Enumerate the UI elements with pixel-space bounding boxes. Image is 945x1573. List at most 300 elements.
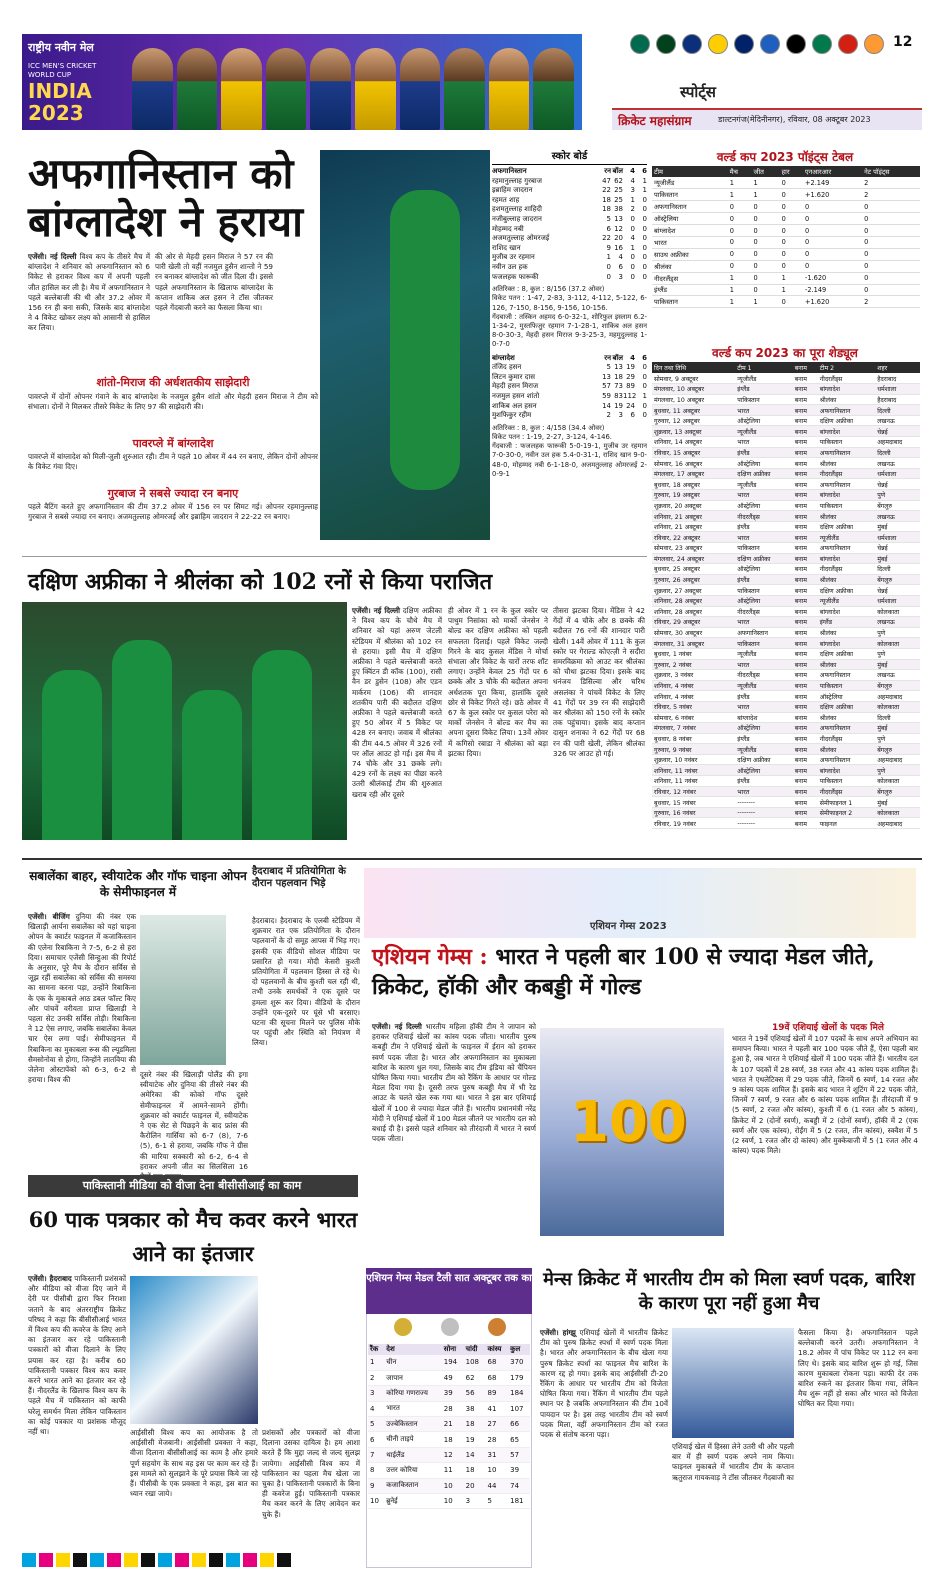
- medal-cell: 184: [508, 1386, 530, 1401]
- afg-header-cell: रन: [604, 167, 611, 175]
- schedule-cell: पाकिस्तान: [818, 500, 875, 511]
- schedule-table: [652, 362, 920, 829]
- afg-score-cell: 0: [642, 272, 647, 281]
- ban-score-cell: 112: [623, 391, 637, 400]
- tennis-player-photo: [140, 915, 226, 1065]
- points-cell: 0: [803, 201, 862, 213]
- points-row: [652, 296, 920, 308]
- afg-score-cell: 0: [630, 262, 635, 271]
- schedule-cell: बनाम: [793, 818, 818, 829]
- schedule-row: [652, 776, 920, 787]
- ban-score-cell: मेहदी हसन मिराज: [492, 382, 539, 391]
- schedule-cell: पाकिस्तान: [735, 638, 792, 649]
- afg-header-cell: 6: [642, 167, 647, 175]
- medal-cell: 6: [368, 1432, 384, 1447]
- schedule-cell: गुरुवार, 16 नवंबर: [652, 807, 735, 818]
- schedule-cell: लखनऊ: [875, 415, 920, 426]
- ban-batter-row: [492, 402, 647, 412]
- points-cell: 1: [752, 189, 780, 201]
- points-cell: 2: [862, 189, 920, 201]
- ban-header-cell: रन: [604, 353, 611, 362]
- schedule-header-cell: दिन तथा तिथि: [652, 362, 735, 373]
- medal-header-cell: कांस्य: [485, 1344, 508, 1355]
- points-cell: 0: [780, 213, 803, 225]
- medal-row: [368, 1478, 530, 1493]
- schedule-cell: बुधवार, 15 नवंबर: [652, 797, 735, 808]
- schedule-row: [652, 479, 920, 490]
- schedule-cell: शुक्रवार, 10 नवंबर: [652, 754, 735, 765]
- points-cell: +2.149: [803, 177, 862, 189]
- schedule-cell: बांग्लादेश: [818, 553, 875, 564]
- schedule-cell: अहमदाबाद: [875, 754, 920, 765]
- points-cell: 0: [728, 248, 752, 260]
- schedule-cell: दक्षिण अफ्रीका: [818, 521, 875, 532]
- medal-cell: 18: [442, 1432, 464, 1447]
- points-row: [652, 272, 920, 284]
- schedule-cell: बनाम: [793, 659, 818, 670]
- schedule-cell: बांग्लादेश: [818, 638, 875, 649]
- schedule-cell: बनाम: [793, 786, 818, 797]
- schedule-row: [652, 394, 920, 405]
- schedule-cell: नीदरलैंड्स: [735, 606, 792, 617]
- schedule-cell: नीदरलैंड्स: [818, 733, 875, 744]
- medal-cell: कजाकिस्तान: [384, 1478, 442, 1493]
- medal-cell: 39: [442, 1386, 464, 1401]
- schedule-cell: शनिवार, 11 नवंबर: [652, 776, 735, 787]
- schedule-cell: बनाम: [793, 701, 818, 712]
- points-cell: 0: [862, 225, 920, 237]
- points-row: [652, 284, 920, 296]
- schedule-cell: रविवार, 12 नवंबर: [652, 786, 735, 797]
- afg-score-cell: 18: [602, 195, 611, 204]
- pak-col2: आईसीसी विश्व कप का आयोजक है तो आईसीसी मेजबानी। आईसीसी प्रवक्ता ने कहा, वीजा दिलाना बीसीसीआई का काम है और हमारे पूर्ण सहयोग के साथ वह इस पर काम कर रहे हैं। इस मामले को सुलझाने के पूरे प्रयास किये जा रहे हैं। पीसीबी के एक प्रवक्ता ने कहा, इस बात का ध्यान रखा जाये।: [130, 1428, 258, 1499]
- medal-header-cell: कुल: [508, 1344, 530, 1355]
- points-cell: पाकिस्तान: [652, 296, 728, 308]
- color-swatch: [192, 1553, 206, 1567]
- schedule-row: [652, 797, 920, 808]
- schedule-cell: बनाम: [793, 606, 818, 617]
- medal-cell: 28: [485, 1432, 508, 1447]
- ban-score-cell: 0: [642, 363, 647, 372]
- medal-cell: 65: [508, 1432, 530, 1447]
- schedule-cell: इंग्लैंड: [818, 617, 875, 628]
- afg-score-cell: फजलहक फारूकी: [492, 272, 539, 281]
- schedule-cell: अफगानिस्तान: [818, 405, 875, 416]
- afg-score-cell: 18: [602, 205, 611, 214]
- schedule-cell: बनाम: [793, 723, 818, 734]
- schedule-cell: मुंबई: [875, 723, 920, 734]
- points-cell: अफगानिस्तान: [652, 201, 728, 213]
- afg-score-cell: 3: [618, 272, 623, 281]
- lead-headline: अफगानिस्तान को बांग्लादेश ने हराया: [28, 149, 304, 246]
- schedule-cell: --------: [735, 818, 792, 829]
- points-cell: 0: [728, 201, 752, 213]
- points-row: [652, 213, 920, 225]
- afg-score-cell: नजीबुल्लाह जादरान: [492, 214, 542, 223]
- medal-cell: 31: [485, 1447, 508, 1462]
- schedule-cell: बांग्लादेश: [818, 606, 875, 617]
- schedule-cell: न्यूजीलैंड: [735, 373, 792, 384]
- afg-batter-row: [492, 253, 647, 263]
- schedule-row: [652, 818, 920, 829]
- schedule-cell: ऑस्ट्रेलिया: [735, 595, 792, 606]
- points-cell: 0: [728, 225, 752, 237]
- tennis-headline: सबालेंका बाहर, स्वीयाटेक और गॉफ चाइना ओपन के सेमीफाइनल में: [29, 869, 247, 899]
- schedule-row: [652, 532, 920, 543]
- medal-cell: 5: [368, 1417, 384, 1432]
- bangladesh-batsman-photo: [320, 150, 490, 540]
- schedule-cell: मंगलवार, 31 अक्टूबर: [652, 638, 735, 649]
- medal-cell: 57: [508, 1447, 530, 1462]
- afg-batter-row: [492, 225, 647, 235]
- schedule-cell: श्रीलंका: [818, 627, 875, 638]
- schedule-cell: बनाम: [793, 691, 818, 702]
- points-row: [652, 177, 920, 189]
- scoreboard-title: स्कोर बोर्ड: [492, 148, 647, 165]
- schedule-cell: रविवार, 19 नवंबर: [652, 818, 735, 829]
- schedule-cell: ऑस्ट्रेलिया: [818, 691, 875, 702]
- schedule-cell: पुणे: [875, 733, 920, 744]
- points-row: [652, 189, 920, 201]
- medal-cell: 7: [368, 1447, 384, 1462]
- schedule-cell: सोमवार, 6 नवंबर: [652, 712, 735, 723]
- schedule-cell: बनाम: [793, 458, 818, 469]
- schedule-cell: दक्षिण अफ्रीका: [735, 754, 792, 765]
- schedule-cell: पुणे: [875, 765, 920, 776]
- schedule-cell: नीदरलैंड्स: [818, 564, 875, 575]
- ban-score-cell: शाकिब अल हसन: [492, 401, 537, 410]
- schedule-cell: धर्मशाला: [875, 595, 920, 606]
- schedule-cell: बनाम: [793, 754, 818, 765]
- schedule-cell: रविवार, 15 अक्टूबर: [652, 447, 735, 458]
- schedule-row: [652, 723, 920, 734]
- medal-cell: भारत: [384, 1401, 442, 1416]
- schedule-cell: श्रीलंका: [818, 511, 875, 522]
- medal-cell: 68: [485, 1370, 508, 1385]
- schedule-cell: इंग्लैंड: [735, 447, 792, 458]
- schedule-cell: नीदरलैंड्स: [818, 786, 875, 797]
- schedule-cell: भारत: [735, 437, 792, 448]
- schedule-cell: नीदरलैंड्स: [735, 670, 792, 681]
- mens-cricket-headline: मेन्स क्रिकेट में भारतीय टीम को मिला स्वर्ण पदक, बारिश के कारण पूरा नहीं हुआ मैच: [543, 1269, 915, 1314]
- schedule-cell: इंग्लैंड: [735, 691, 792, 702]
- points-cell: न्यूजीलैंड: [652, 177, 728, 189]
- schedule-cell: न्यूजीलैंड: [818, 532, 875, 543]
- points-row: [652, 248, 920, 260]
- sa-col2: ही ओवर में 1 रन के कुल स्कोर पर पाथुम निसांका को मार्को जेनसेन ने बोल्ड कर दक्षिण अफ्रीका को पहली सफलता दिलाई। पहले विकेट जल्दी गिरने के बाद कुसल मेंडिस ने मोर्चा संभाला और विकेट के चारों तरफ शॉट लगाए। उन्होंने केवल 25 गेंदों पर 6 छक्के और 3 चौके की बदौलत अपना अर्धशतक पूरा किया, हालांकि दूसरे छोर से विकेट गिरते रहे। छठे ओवर में 67 के कुल स्कोर पर कुसल परेरा को मार्को जेनसेन ने बोल्ड कर मैच का अपना दूसरा विकेट लिया। 13वें ओवर में कगिसो रबाडा ने श्रीलंका को बड़ा झटका दिया।: [448, 606, 548, 758]
- medal-cell: 179: [508, 1370, 530, 1385]
- schedule-cell: बनाम: [793, 437, 818, 448]
- schedule-cell: मंगलवार, 10 अक्टूबर: [652, 384, 735, 395]
- schedule-cell: न्यूजीलैंड: [735, 648, 792, 659]
- afg-bowling: गेंदबाजी : तस्किन अहमद 6-0-32-1, शोरिफुल इस्लाम 6.2-1-34-2, मुस्तफिजुर रहमान 7-1-28-1, शाकिब अल हसन 8-0-30-3, मेहदी हसन मिराज 9-3-25-3, महमुदुल्लाह 1-0-7-0: [492, 312, 647, 349]
- points-cell: बांग्लादेश: [652, 225, 728, 237]
- schedule-row: [652, 437, 920, 448]
- medal-cell: 89: [485, 1386, 508, 1401]
- dateline: डाल्टनगंज(मेदिनीनगर), रविवार, 08 अक्टूबर 2023: [718, 115, 871, 124]
- medal-cell: 74: [508, 1478, 530, 1493]
- schedule-cell: बनाम: [793, 564, 818, 575]
- schedule-cell: बनाम: [793, 447, 818, 458]
- afg-batter-row: [492, 234, 647, 244]
- schedule-cell: ऑस्ट्रेलिया: [735, 765, 792, 776]
- medal-row: [368, 1386, 530, 1401]
- ban-score-cell: 0: [642, 401, 647, 410]
- schedule-cell: मुंबई: [875, 521, 920, 532]
- schedule-cell: गुरुवार, 2 नवंबर: [652, 659, 735, 670]
- lead-para-5: पहले बैटिंग करते हुए अफगानिस्तान की टीम 37.2 ओवर में 156 रन पर सिमट गई। ओपनर रहमानुल्लाह गुरबाज ने सबसे ज्यादा रन बनाए। अजमतुल्लाह ओमरजई और इब्राहिम जादरान ने 22-22 रन बनाए।: [28, 502, 318, 522]
- afg-header-cell: अफगानिस्तान: [492, 167, 527, 175]
- points-cell: भारत: [652, 236, 728, 248]
- schedule-cell: कोलकाता: [875, 638, 920, 649]
- wrestling-text: हैदराबाद। हैदराबाद के एलबी स्टेडियम में शुक्रवार रात एक प्रतियोगिता के दौरान पहलवानों के दो समूह आपस में भिड़ गए। इसकी एक वीडियो सोशल मीडिया पर प्रसारित हो गया। मोदी केसरी कुश्ती प्रतियोगिता में पहलवान हिस्सा ले रहे थे। दो पहलवानों के बीच कुश्ती चल रही थी, तभी उनके समर्थकों ने एक दूसरे पर हमला शुरू कर दिया। वीडियो के दौरान उन्होंने एक-दूसरे पर घूंसे भी बरसाए। घटना की सूचना मिलने पर पुलिस मौके पर पहुंची और स्थिति को नियंत्रण में लिया।: [252, 916, 360, 1048]
- points-header-cell: टीम: [652, 166, 728, 177]
- points-cell: 0: [803, 225, 862, 237]
- schedule-cell: धर्मशाला: [875, 532, 920, 543]
- medal-cell: 10: [485, 1463, 508, 1478]
- ban-score-cell: 0: [642, 372, 647, 381]
- schedule-cell: मंगलवार, 17 अक्टूबर: [652, 468, 735, 479]
- points-cell: 0: [862, 272, 920, 284]
- medal-row: [368, 1355, 530, 1370]
- schedule-cell: सेमीफाइनल 2: [818, 807, 875, 818]
- schedule-cell: भारत: [735, 786, 792, 797]
- schedule-cell: लखनऊ: [875, 458, 920, 469]
- points-cell: 1: [728, 296, 752, 308]
- schedule-cell: श्रीलंका: [818, 744, 875, 755]
- ban-score-cell: 0: [642, 382, 647, 391]
- schedule-header-cell: बनाम: [793, 362, 818, 373]
- medal-cell: चीन: [384, 1355, 442, 1370]
- afg-score-cell: 0: [642, 253, 647, 262]
- schedule-row: [652, 543, 920, 554]
- points-cell: साउथ अफ्रीका: [652, 248, 728, 260]
- schedule-cell: दिल्ली: [875, 447, 920, 458]
- ban-score-cell: मुशफिकुर रहीम: [492, 411, 532, 420]
- asian-games-sub-text: भारत ने 19वें एशियाई खेलों में 107 पदकों के साथ अपने अभियान का समापन किया। भारत ने पहली बार 100 पदक जीते हैं, ऐसा पहली बार हुआ है, जब भारत ने एशियाई खेलों में 100 पदक जीते हैं। भारतीय दल के 107 पदकों में 28 स्वर्ण, 38 रजत और 41 कांस्य पदक शामिल हैं। भारत ने एथलेटिक्स में 29 पदक जीते, जिनमें 6 स्वर्ण, 14 रजत और 9 कांस्य पदक शामिल हैं। इसके बाद भारत ने शूटिंग में 22 पदक जीते, जिनमें 7 स्वर्ण, 9 रजत और 6 कांस्य पदक शामिल हैं। तीरंदाजी में 9 (5 स्वर्ण, 2 रजत और कांस्य), कुश्ती में 6 (1 रजत और 5 कांस्य), क्रिकेट में 2 (दोनों स्वर्ण), कबड्डी में 2 (दोनों स्वर्ण), हॉकी में 2 (एक स्वर्ण और एक कांस्य), रोईंग में 5 (2 रजत, तीन कांस्य), स्क्वैश में 5 (2 स्वर्ण, 1 रजत और दो कांस्य) और मुक्केबाजी में 5 (1 रजत और 4 कांस्य) पदक मिले।: [732, 1034, 918, 1156]
- schedule-cell: मुंबई: [875, 553, 920, 564]
- medal-row: [368, 1432, 530, 1447]
- schedule-row: [652, 511, 920, 522]
- points-cell: +1.620: [803, 296, 862, 308]
- afg-score-cell: 62: [614, 176, 623, 185]
- afg-score-cell: हशमतुल्लाह शाहिदी: [492, 205, 542, 214]
- points-cell: 0: [862, 201, 920, 213]
- gold-medal-icon: [394, 1318, 412, 1336]
- ban-score-cell: 57: [602, 382, 611, 391]
- ban-score-cell: 5: [606, 363, 611, 372]
- medal-header-cell: देश: [384, 1344, 442, 1355]
- afg-score-cell: रहमानुल्लाह गुरबाज: [492, 176, 542, 185]
- schedule-row: [652, 585, 920, 596]
- afg-score-cell: 9: [606, 243, 611, 252]
- schedule-cell: बांग्लादेश: [818, 490, 875, 501]
- points-cell: 1: [728, 177, 752, 189]
- ban-batter-row: [492, 363, 647, 373]
- schedule-cell: दक्षिण अफ्रीका: [818, 415, 875, 426]
- schedule-cell: हैदराबाद: [875, 373, 920, 384]
- schedule-cell: श्रीलंका: [818, 394, 875, 405]
- schedule-cell: लखनऊ: [875, 511, 920, 522]
- afg-score-cell: मोहम्मद नबी: [492, 224, 524, 233]
- schedule-cell: बेंगलुरु: [875, 680, 920, 691]
- schedule-cell: अफगानिस्तान: [818, 670, 875, 681]
- points-cell: 0: [780, 201, 803, 213]
- schedule-cell: ऑस्ट्रेलिया: [735, 564, 792, 575]
- ban-score-header: [492, 354, 647, 364]
- medal-cell: 66: [508, 1417, 530, 1432]
- section-title: क्रिकेट महासंग्राम: [618, 114, 692, 128]
- schedule-cell: अहमदाबाद: [875, 818, 920, 829]
- schedule-cell: मंगलवार, 10 अक्टूबर: [652, 394, 735, 405]
- schedule-cell: चेन्नई: [875, 543, 920, 554]
- schedule-cell: कोलकाता: [875, 776, 920, 787]
- sa-headline: दक्षिण अफ्रीका ने श्रीलंका को 102 रनों से किया पराजित: [28, 569, 493, 595]
- schedule-cell: हैदराबाद: [875, 394, 920, 405]
- schedule-cell: मंगलवार, 7 नवंबर: [652, 723, 735, 734]
- medal-cell: 56: [464, 1386, 486, 1401]
- points-cell: 0: [728, 213, 752, 225]
- afg-extra: अतिरिक्त : 8, कुल : 8/156 (37.2 ओवर): [492, 285, 605, 294]
- afg-score-cell: 0: [642, 243, 647, 252]
- points-cell: 0: [862, 213, 920, 225]
- schedule-cell: चेन्नई: [875, 585, 920, 596]
- color-swatch: [107, 1553, 121, 1567]
- schedule-cell: चेन्नई: [875, 479, 920, 490]
- afg-batter-row: [492, 186, 647, 196]
- schedule-cell: दिल्ली: [875, 405, 920, 416]
- points-cell: 1: [728, 284, 752, 296]
- schedule-row: [652, 744, 920, 755]
- afg-score-cell: 20: [614, 234, 623, 243]
- points-cell: 0: [752, 260, 780, 272]
- color-swatch: [73, 1553, 87, 1567]
- schedule-cell: शनिवार, 11 नवंबर: [652, 765, 735, 776]
- medal-cell: 5: [485, 1494, 508, 1509]
- afg-batter-row: [492, 263, 647, 273]
- schedule-cell: पाकिस्तान: [818, 437, 875, 448]
- schedule-cell: --------: [735, 807, 792, 818]
- points-cell: -2.149: [803, 284, 862, 296]
- afg-score-cell: 4: [618, 253, 623, 262]
- schedule-cell: न्यूजीलैंड: [818, 595, 875, 606]
- afg-score-cell: 13: [614, 214, 623, 223]
- schedule-cell: बुधवार, 1 नवंबर: [652, 648, 735, 659]
- points-header-cell: जीत: [752, 166, 780, 177]
- medal-cell: 4: [368, 1401, 384, 1416]
- schedule-cell: दक्षिण अफ्रीका: [735, 553, 792, 564]
- schedule-cell: नीदरलैंड्स: [735, 511, 792, 522]
- medal-cell: 39: [508, 1463, 530, 1478]
- points-cell: 1: [728, 189, 752, 201]
- points-cell: 0: [752, 272, 780, 284]
- schedule-cell: भारत: [735, 405, 792, 416]
- afg-score-cell: 1: [642, 186, 647, 195]
- schedule-row: [652, 670, 920, 681]
- afg-score-cell: 0: [630, 272, 635, 281]
- medal-cell: उत्तर कोरिया: [384, 1463, 442, 1478]
- points-cell: 2: [862, 296, 920, 308]
- points-header-cell: मैच: [728, 166, 752, 177]
- paper-name: राष्ट्रीय नवीन मेल: [28, 41, 94, 54]
- pak-headline: 60 पाक पत्रकार को मैच कवर करने भारत आने का इंतजार: [28, 1207, 358, 1266]
- schedule-row: [652, 384, 920, 395]
- schedule-cell: ऑस्ट्रेलिया: [735, 500, 792, 511]
- medal-cell: 107: [508, 1401, 530, 1416]
- schedule-cell: ऑस्ट्रेलिया: [735, 415, 792, 426]
- schedule-row: [652, 638, 920, 649]
- afg-score-cell: 0: [642, 262, 647, 271]
- schedule-row: [652, 754, 920, 765]
- points-cell: 1: [780, 272, 803, 284]
- afg-score-header: [492, 167, 647, 177]
- points-row: [652, 201, 920, 213]
- schedule-cell: बांग्लादेश: [818, 384, 875, 395]
- indian-team-photo: [672, 1328, 794, 1438]
- color-swatch: [22, 1553, 36, 1567]
- afg-score-cell: 3: [630, 186, 635, 195]
- schedule-row: [652, 733, 920, 744]
- schedule-cell: शुक्रवार, 20 अक्टूबर: [652, 500, 735, 511]
- afg-fow: विकेट पतन : 1-47, 2-83, 3-112, 4-112, 5-122, 6-126, 7-150, 8-156, 9-156, 10-156.: [492, 294, 647, 312]
- schedule-cell: लखनऊ: [875, 617, 920, 628]
- south-africa-team-photo: [22, 602, 347, 840]
- schedule-cell: बनाम: [793, 468, 818, 479]
- points-row: [652, 225, 920, 237]
- schedule-cell: सोमवार, 30 अक्टूबर: [652, 627, 735, 638]
- ban-extra: अतिरिक्त : 8, कुल : 4/158 (34.4 ओवर): [492, 423, 605, 432]
- schedule-cell: चेन्नई: [875, 426, 920, 437]
- ban-header-cell: 6: [642, 353, 647, 362]
- lead-para-4: पावरप्ले में बांग्लादेश को मिली-जुली शुरुआत रही। टीम ने पहले 10 ओवर में 44 रन बनाए, लेकिन दोनों ओपनर के विकेट गंवा दिए।: [28, 452, 318, 472]
- afg-score-cell: 0: [642, 234, 647, 243]
- points-row: [652, 260, 920, 272]
- medal-header-cell: चांदी: [464, 1344, 486, 1355]
- color-swatch: [56, 1553, 70, 1567]
- medal-cell: 38: [464, 1401, 486, 1416]
- afg-batter-row: [492, 196, 647, 206]
- tennis-col1: एजेंसी। बीजिंग दुनिया की नंबर एक खिलाड़ी आर्यना सबालेंका को यहां चाइना ओपन के क्वार्टर फाइनल में कजाकिस्तान की एलेना रिबाकिना ने 7-5, 6-2 से हरा दिया। समाचार एजेंसी सिन्हुआ की रिपोर्ट के अनुसार, पूरे मैच के दौरान सर्विस से जूझ रहीं सबालेंका को सर्विस की समस्या का सामना करना पड़ा, उन्होंने रिबाकिना के एक के मुकाबले आठ डबल फॉल्ट किए और पांचवें वरीयता प्राप्त खिलाड़ी ने पहला सेट उनकी सर्विस तोड़ी। रिबाकिना ने 12 ऐस लगाए, जबकि सबालेंका केवल चार ऐस लगा पाईं। सेमीफाइनल में रिबाकिना का मुकाबला रूस की ल्यूडमिला सैमसोनोवा से होगा, जिन्होंने लातविया की जेलेना ओस्टापेंको को 6-3, 6-2 से हराया। विश्व की: [28, 912, 136, 1085]
- points-cell: पाकिस्तान: [652, 189, 728, 201]
- points-cell: 0: [862, 236, 920, 248]
- schedule-cell: --------: [735, 797, 792, 808]
- medal-cell: 9: [368, 1478, 384, 1493]
- points-cell: 0: [862, 248, 920, 260]
- afg-batter-row: [492, 273, 647, 283]
- schedule-cell: बनाम: [793, 617, 818, 628]
- ban-fow: विकेट पतन : 1-19, 2-27, 3-124, 4-146.: [492, 432, 612, 441]
- schedule-cell: बनाम: [793, 532, 818, 543]
- ban-score-cell: 89: [626, 382, 635, 391]
- medal-cell: 108: [464, 1355, 486, 1370]
- schedule-cell: सोमवार, 16 अक्टूबर: [652, 458, 735, 469]
- schedule-cell: अफगानिस्तान: [818, 447, 875, 458]
- schedule-cell: शनिवार, 4 नवंबर: [652, 691, 735, 702]
- medal-cell: 14: [464, 1447, 486, 1462]
- schedule-cell: बनाम: [793, 490, 818, 501]
- schedule-cell: लखनऊ: [875, 670, 920, 681]
- lead-subhead-3: गुरबाज ने सबसे ज्यादा रन बनाए: [107, 487, 239, 500]
- schedule-cell: अफगानिस्तान: [735, 627, 792, 638]
- wrestling-headline: हैदराबाद में प्रतियोगिता के दौरान पहलवान भिड़े: [252, 866, 346, 889]
- lead-para-3: पावरप्ले में दोनों ओपनर गंवाने के बाद बांग्लादेश के नजमुल हुसैन शांतो और मेहदी हसन मिराज ने टीम को संभाला। दोनों ने मिलकर तीसरे विकेट के लिए 97 की साझेदारी की।: [28, 392, 318, 412]
- ban-header-cell: बांग्लादेश: [492, 353, 515, 362]
- schedule-cell: पुणे: [875, 490, 920, 501]
- medal-cell: 18: [464, 1463, 486, 1478]
- points-table-title: वर्ल्ड कप 2023 पॉइंट्स टेबल: [716, 150, 854, 164]
- afg-score-cell: 1: [606, 253, 611, 262]
- medal-cell: 41: [485, 1401, 508, 1416]
